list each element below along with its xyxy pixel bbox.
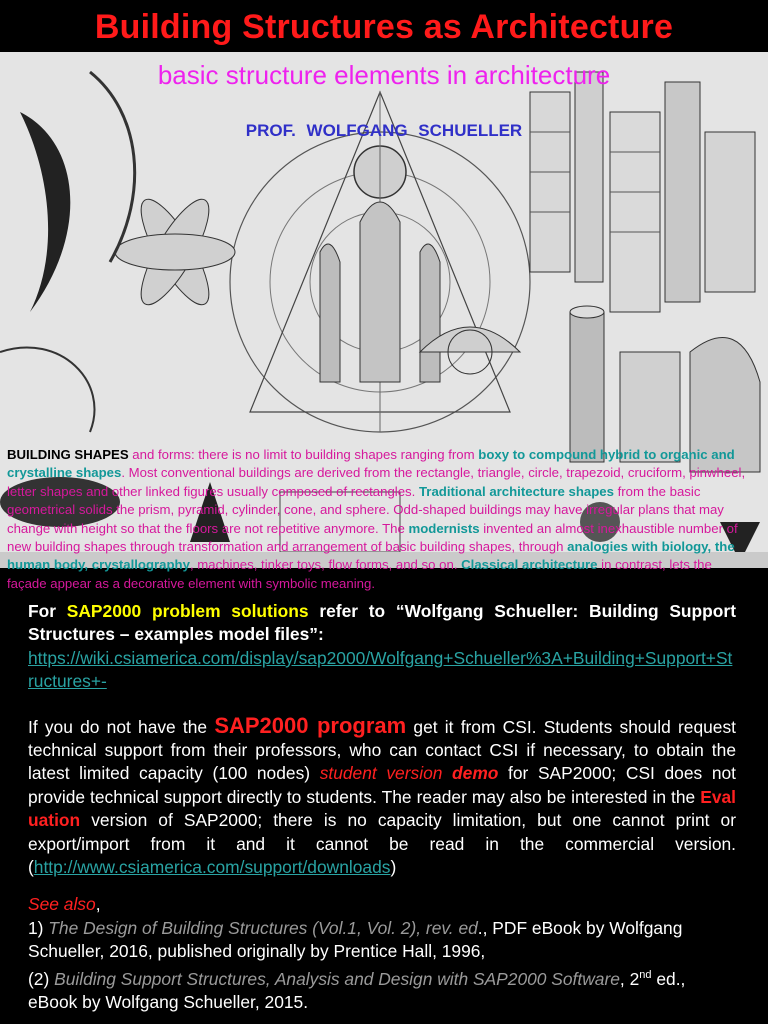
title-bar xyxy=(0,0,768,52)
para1-text-c: refer to “Wolfgang Schueller: Building Support Structures – examples model files”: xyxy=(28,601,736,645)
subtitle: basic structure elements in architecture xyxy=(157,60,611,90)
csi-downloads-link[interactable]: http://www.csiamerica.com/support/downloads xyxy=(33,857,391,878)
see-also-comma: , xyxy=(95,894,101,915)
para2-text-i: ) xyxy=(390,857,397,878)
ref2-details: ed., eBook by Wolfgang Schueller, 2015. xyxy=(28,968,686,1012)
notes-section xyxy=(28,600,736,1014)
shapes-highlight-2: Traditional architecture shapes xyxy=(418,483,614,499)
para2-text-a: If you do not have the xyxy=(28,716,215,737)
sap2000-program-highlight: SAP2000 program xyxy=(214,712,407,738)
shapes-highlight-5: Classical architecture xyxy=(461,557,598,573)
para2-text-h: version of SAP2000; there is no capacity limitation, but one cannot print or export/import from it and it cannot be read in the commercial version. ( xyxy=(28,810,736,878)
sap2000-solutions-paragraph xyxy=(28,600,736,694)
shapes-text-4: invented an almost inexhaustible number of new building shapes through transformation and arrangement of basic building shapes, through xyxy=(7,520,738,555)
ref2-superscript: nd xyxy=(639,968,652,981)
sap2000-program-paragraph xyxy=(28,714,736,880)
ref2-number: (2) xyxy=(28,968,55,989)
ref2-edition: , 2 xyxy=(619,968,640,989)
page-title: Building Structures as Architecture xyxy=(94,8,674,46)
shapes-text-1: and forms: there is no limit to building shapes ranging from xyxy=(128,447,479,462)
shapes-highlight-4: analogies with biology, the human body, crystallography xyxy=(7,539,735,573)
references-paragraph xyxy=(28,893,736,1014)
sap2000-solutions-highlight: SAP2000 problem solutions xyxy=(66,601,309,621)
building-shapes-paragraph xyxy=(7,446,755,593)
shapes-text-3: from the basic geometrical solids the prism, pyramid, cylinder, cone, and sphere. Odd-shaped buildings may have irregular plans that may change with height so that the floors are not repetitive anymore. The xyxy=(7,483,724,536)
shapes-highlight-3: modernists xyxy=(408,520,480,536)
shapes-text-5: , machines, tinker toys, flow forms, and so on. xyxy=(189,557,462,573)
para1-text-a: For xyxy=(28,601,67,621)
demo-text: demo xyxy=(442,763,499,784)
para2-text-f: for SAP2000; CSI does not provide technical support directly to students. The reader may also be interested in the xyxy=(28,763,736,807)
student-version-text: student version xyxy=(319,763,443,784)
see-also-label: See also xyxy=(28,894,96,915)
shapes-highlight-1: boxy to compound hybrid to organic and crystalline shapes xyxy=(7,447,735,481)
shapes-heading: BUILDING SHAPES xyxy=(7,447,129,462)
shapes-text-6: in contrast, lets the façade appear as a decorative element with symbolic meaning. xyxy=(7,557,712,591)
author-name: PROF. WOLFGANG SCHUELLER xyxy=(245,121,523,140)
ref2-title: Building Support Structures, Analysis and Design with SAP2000 Software xyxy=(54,968,620,989)
ref1-title: The Design of Building Structures (Vol.1, Vol. 2), rev. ed xyxy=(48,917,478,938)
evaluation-text: Eval uation xyxy=(28,786,736,831)
csi-wiki-link[interactable]: https://wiki.csiamerica.com/display/sap2000/Wolfgang+Schueller%3A+Building+Support+Structures+- xyxy=(28,647,733,692)
para2-text-c: get it from CSI. Students should request technical support from their professors, who can contact CSI if necessary, to obtain the latest limited capacity (100 nodes) xyxy=(28,716,736,784)
ref1-details: ., PDF eBook by Wolfgang Schueller, 2016, published originally by Prentice Hall, 1996, xyxy=(28,917,683,962)
ref1-number: 1) xyxy=(28,917,49,938)
shapes-text-2: . Most conventional buildings are derived from the rectangle, triangle, circle, trapezoid, cruciform, pinwheel, letter shapes and other linked figures usually composed of rectangles. xyxy=(7,465,746,499)
